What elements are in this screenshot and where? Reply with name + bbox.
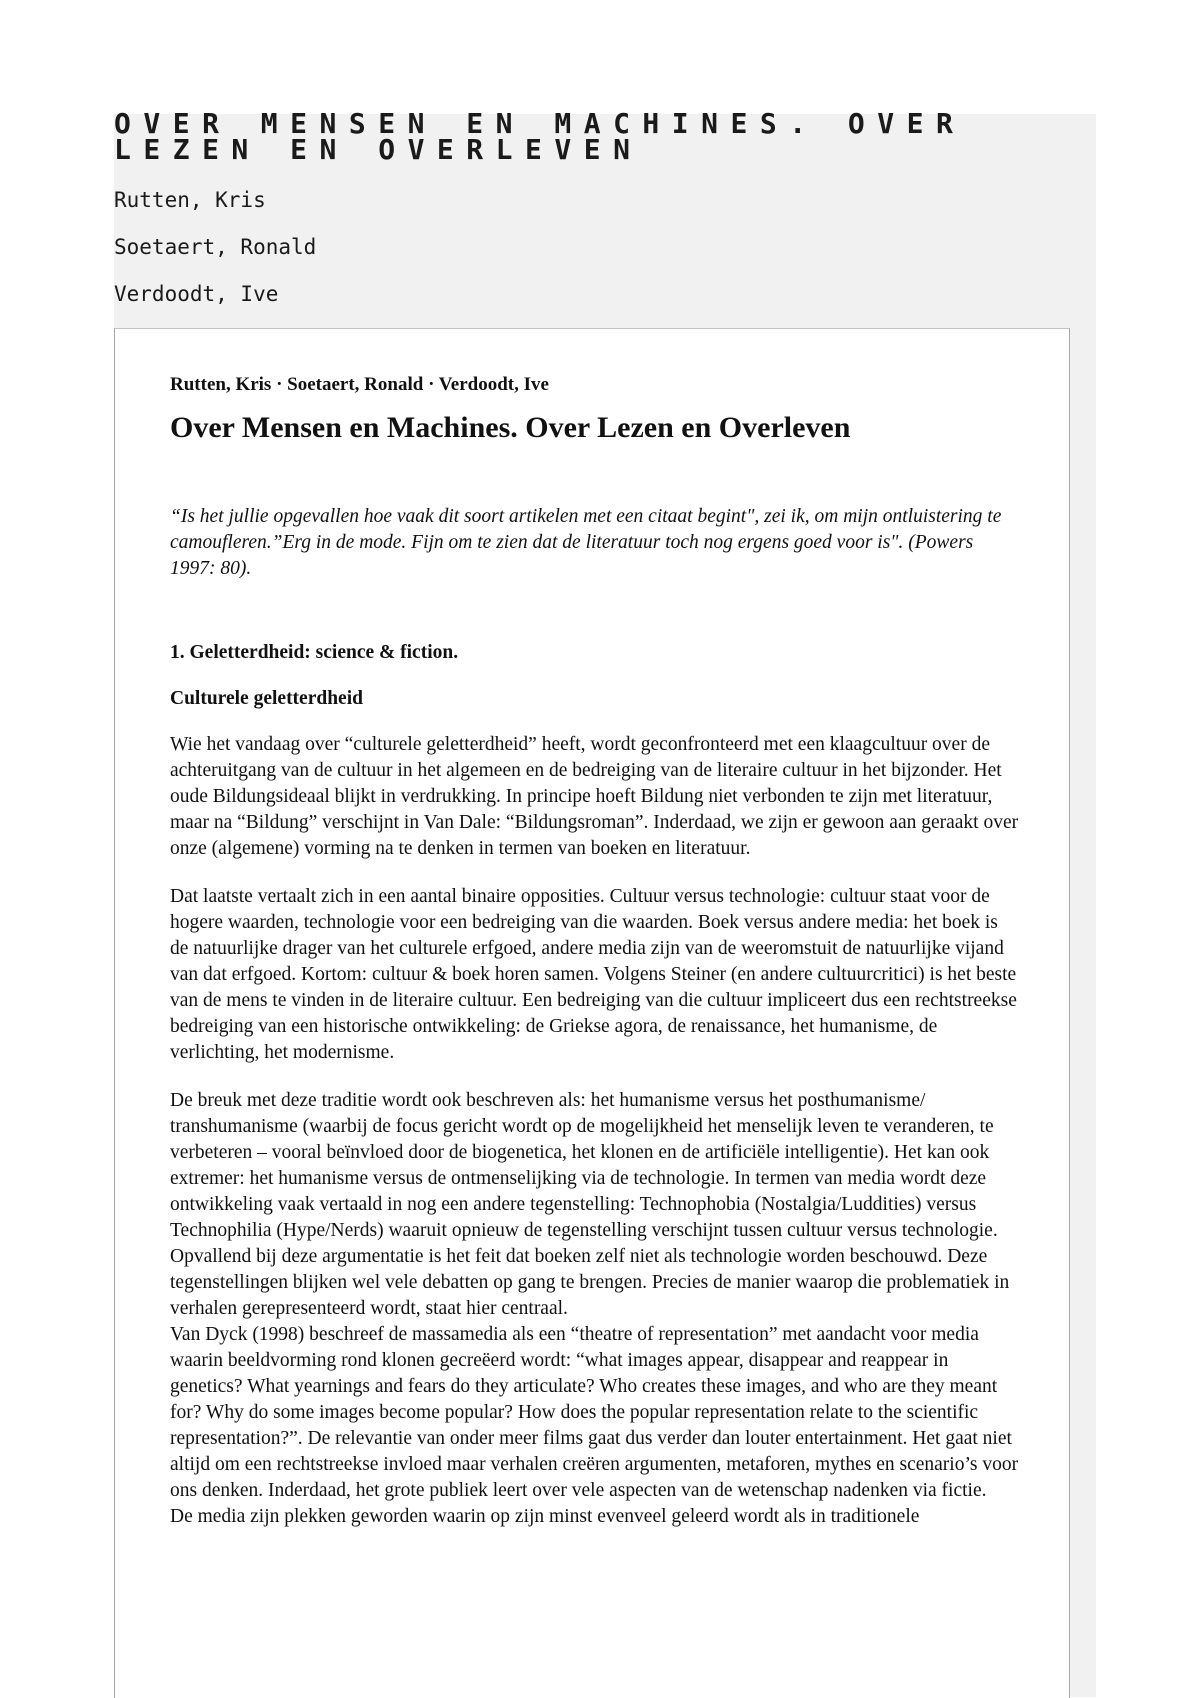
paragraph: De breuk met deze traditie wordt ook beschreven als: het humanisme versus het posthumanisme/ transhumanisme (waarbij de focus gericht wordt op de mogelijkheid het menselijk leven te veranderen, te verbeteren – vooral beïnvloed door de biogenetica, het klonen en de artificiële intelligentie). Het kan ook extremer: het humanisme versus de ontmenselijking via de technologie. In termen van media wordt deze ontwikkeling vaak vertaald in nog een andere tegenstelling: Technophobia (Nostalgia/Luddities) versus Technophilia (Hype/Nerds) waaruit opnieuw de tegenstelling verschijnt tussen cultuur versus technologie. Opvallend bij deze argumentatie is het feit dat boeken zelf niet als technologie worden beschouwd. Deze tegenstellingen blijken wel vele debatten op gang te brengen. Precies de manier waarop die problematiek in verhalen gerepresenteerd wordt, staat hier centraal. (170, 1090, 1010, 1319)
epigraph-quote: “Is het jullie opgevallen hoe vaak dit soort artikelen met een citaat begint", zei ik, om mijn ontluistering te camoufleren.”Erg in de mode. Fijn om te zien dat de literatuur toch nog ergens goed voor is". (Powers 1997: 80). (170, 506, 1002, 579)
page-shade (1070, 328, 1096, 1697)
article-byline: Rutten, Kris · Soetaert, Ronald · Verdoodt, Ive (170, 374, 549, 395)
document-title: OVER MENSEN EN MACHINES. OVER LEZEN EN OVERLEVEN (114, 107, 966, 166)
paragraph: Van Dyck (1998) beschreef de massamedia als een “theatre of representation” met aandacht voor media waarin beeldvorming rond klonen gecreëerd wordt: “what images appear, disappear and reappear in genetics? What yearnings and fears do they articulate? Who creates these images, and who are they meant for? Why do some images become popular? How does the popular representation relate to the scientific representation?”. De relevantie van onder meer films gaat dus verder dan louter entertainment. Het gaat niet altijd om een rechtstreekse invloed maar verhalen creëren argumenten, metaforen, mythes en scenario’s voor ons denken. Inderdaad, het grote publiek leert over vele aspecten van de wetenschap nadenken via fictie. (170, 1324, 1019, 1501)
article-title: Over Mensen en Machines. Over Lezen en Overleven (170, 411, 851, 444)
author-1: Rutten, Kris (114, 188, 266, 212)
section-heading: 1. Geletterdheid: science & fiction. (170, 642, 459, 663)
author-3: Verdoodt, Ive (114, 282, 279, 306)
sub-heading: Culturele geletterdheid (170, 688, 363, 709)
article-body (170, 372, 1020, 1530)
paragraph: Dat laatste vertaalt zich in een aantal binaire opposities. Cultuur versus technologie: cultuur staat voor de hogere waarden, technologie voor een bedreiging van die waarden. Boek versus andere media: het boek is de natuurlijke drager van het culturele erfgoed, andere media zijn van de weeromstuit de natuurlijke vijand van dat erfgoed. Kortom: cultuur & boek horen samen. Volgens Steiner (en andere cultuurcritici) is het beste van de mens te vinden in de literaire cultuur. Een bedreiging van die cultuur impliceert dus een rechtstreekse bedreiging van een historische ontwikkeling: de Griekse agora, de renaissance, het humanisme, de verlichting, het modernisme. (170, 886, 1017, 1063)
paragraph: Wie het vandaag over “culturele geletterdheid” heeft, wordt geconfronteerd met een klaagcultuur over de achteruitgang van de cultuur in het algemeen en de bedreiging van de literaire cultuur in het bijzonder. Het oude Bildungsideaal blijkt in verdrukking. In principe hoeft Bildung niet verbonden te zijn met literatuur, maar na “Bildung” verschijnt in Van Dale: “Bildungsroman”. Inderdaad, we zijn er gewoon aan geraakt over onze (algemene) vorming na te denken in termen van boeken en literatuur. (170, 734, 1019, 859)
author-2: Soetaert, Ronald (114, 235, 317, 259)
paragraph: De media zijn plekken geworden waarin op zijn minst evenveel geleerd wordt als in traditionele (170, 1506, 920, 1527)
